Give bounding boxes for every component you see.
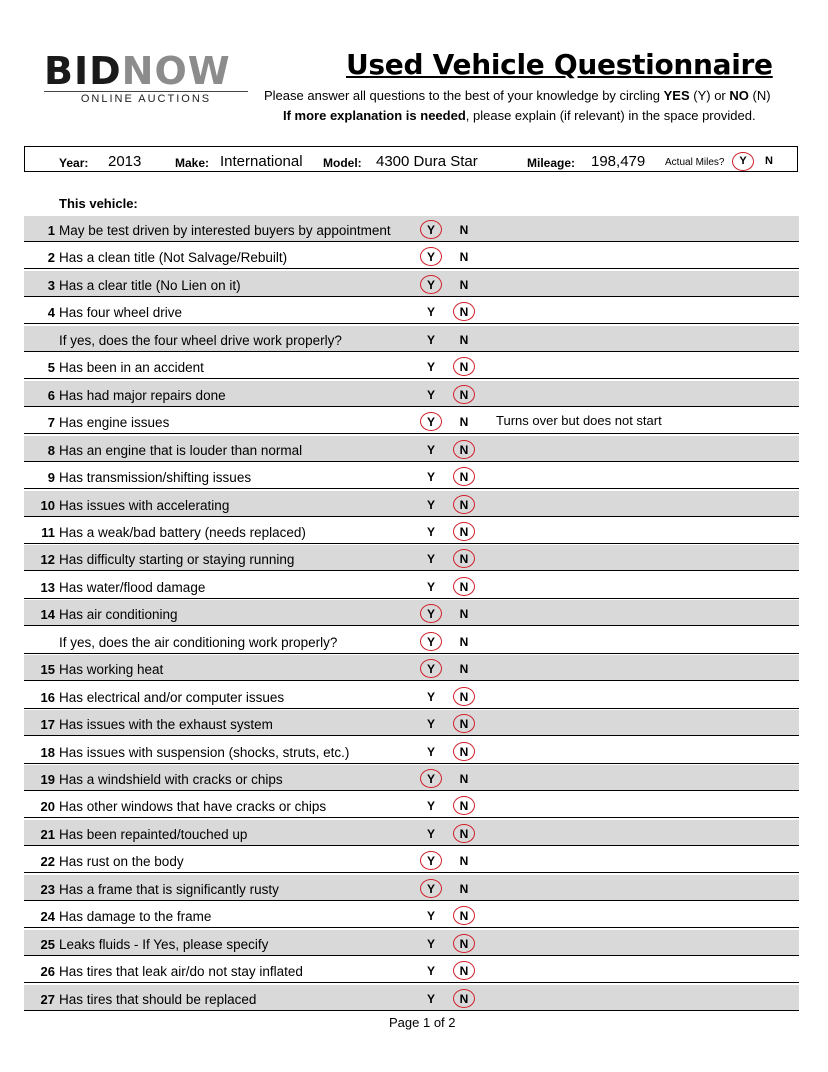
question-row xyxy=(24,518,799,544)
year-label: Year: xyxy=(59,156,89,170)
answer-yes-option[interactable]: Y xyxy=(421,223,441,237)
model-label: Model: xyxy=(323,156,362,170)
actual-miles-label: Actual Miles? xyxy=(665,157,725,168)
answer-yes-option[interactable]: Y xyxy=(426,387,435,402)
question-number: 7 xyxy=(47,415,55,431)
question-number: 5 xyxy=(47,360,55,376)
question-number: 25 xyxy=(40,936,55,952)
question-number: 4 xyxy=(47,305,55,321)
question-text: Has a frame that is significantly rusty xyxy=(59,881,279,897)
question-row xyxy=(24,600,799,626)
question-number: 2 xyxy=(47,250,55,266)
question-number: 1 xyxy=(47,223,55,238)
question-row xyxy=(24,683,799,709)
question-row xyxy=(24,655,799,681)
question-row xyxy=(24,573,799,599)
actual-miles-y[interactable]: Y xyxy=(733,155,753,167)
question-number: 15 xyxy=(40,662,55,678)
question-text: Has been repainted/touched up xyxy=(59,826,248,842)
answer-no-option[interactable]: N xyxy=(459,223,469,237)
instr-bold: If more explanation is needed xyxy=(283,108,466,123)
question-row xyxy=(24,353,799,379)
answer-no-option[interactable]: N xyxy=(459,662,469,677)
answer-yes-option[interactable]: Y xyxy=(421,607,441,621)
question-row xyxy=(24,765,799,791)
question-row xyxy=(24,408,799,434)
question-number: 23 xyxy=(40,881,55,897)
logo-tagline: ONLINE AUCTIONS xyxy=(80,93,212,105)
answer-no-option[interactable]: N xyxy=(454,580,474,594)
question-number: 9 xyxy=(47,470,55,486)
answer-no-option[interactable]: N xyxy=(454,909,474,923)
section-label: This vehicle: xyxy=(59,196,138,211)
question-text: Has engine issues xyxy=(59,415,170,431)
question-number: 24 xyxy=(40,909,55,925)
instr-no: NO xyxy=(729,88,749,103)
question-text: Has issues with the exhaust system xyxy=(59,717,273,733)
question-row xyxy=(24,902,799,928)
question-text: May be test driven by interested buyers by appointment xyxy=(59,223,391,238)
answer-yes-option[interactable]: Y xyxy=(426,909,435,924)
answer-no-option[interactable]: N xyxy=(454,360,474,374)
answer-no-option[interactable]: N xyxy=(454,388,474,402)
answer-no-option[interactable]: N xyxy=(454,443,474,457)
question-text: Has tires that leak air/do not stay inflated xyxy=(59,964,303,980)
answer-yes-option[interactable]: Y xyxy=(426,717,435,732)
question-number: 21 xyxy=(40,826,55,842)
question-number: 3 xyxy=(47,277,55,293)
instr-text: (Y) or xyxy=(689,88,730,103)
question-row xyxy=(24,326,799,352)
mileage-label: Mileage: xyxy=(527,156,576,170)
answer-no-option[interactable]: N xyxy=(459,881,469,896)
answer-yes-option[interactable]: Y xyxy=(426,826,435,841)
question-number: 22 xyxy=(40,854,55,870)
question-row xyxy=(24,463,799,489)
question-row xyxy=(24,491,799,517)
question-text: Has issues with accelerating xyxy=(59,497,230,513)
question-row xyxy=(24,710,799,736)
question-text: If yes, does the air conditioning work properly? xyxy=(59,634,338,650)
question-row xyxy=(24,930,799,956)
question-text: Has tires that should be replaced xyxy=(59,991,257,1007)
question-number: 17 xyxy=(40,717,55,733)
answer-yes-option[interactable]: Y xyxy=(421,250,441,264)
instructions-line-1 xyxy=(264,88,771,103)
answer-no-option[interactable]: N xyxy=(454,552,474,566)
answer-no-option[interactable]: N xyxy=(459,854,469,869)
answer-no-option[interactable]: N xyxy=(454,992,474,1006)
answer-yes-option[interactable]: Y xyxy=(426,442,435,457)
question-text: Has transmission/shifting issues xyxy=(59,470,252,486)
question-row xyxy=(24,957,799,983)
answer-yes-option[interactable]: Y xyxy=(426,744,435,759)
logo-bid: BID xyxy=(44,49,122,93)
question-row xyxy=(24,875,799,901)
answer-yes-option[interactable]: Y xyxy=(426,305,435,320)
answer-no-option[interactable]: N xyxy=(454,799,474,813)
logo-now: NOW xyxy=(121,49,231,93)
make-value[interactable]: International xyxy=(220,153,303,170)
year-value[interactable]: 2013 xyxy=(108,153,142,170)
question-text: Has been in an accident xyxy=(59,360,204,376)
instr-yes: YES xyxy=(663,88,690,103)
question-text: Has air conditioning xyxy=(59,607,178,623)
question-text: Has water/flood damage xyxy=(59,579,206,595)
question-row xyxy=(24,436,799,462)
question-text: Has a clean title (Not Salvage/Rebuilt) xyxy=(59,250,288,266)
question-row xyxy=(24,381,799,407)
answer-no-option[interactable]: N xyxy=(454,305,474,319)
answer-yes-option[interactable]: Y xyxy=(426,799,435,814)
vehicle-info-box xyxy=(24,146,798,172)
question-row xyxy=(24,243,799,269)
question-text: Has damage to the frame xyxy=(59,909,212,925)
answer-yes-option[interactable]: Y xyxy=(426,360,435,375)
question-row xyxy=(24,985,799,1011)
answer-yes-option[interactable]: Y xyxy=(426,332,435,347)
question-text: If yes, does the four wheel drive work properly? xyxy=(59,332,342,348)
instr-text: Please answer all questions to the best of your knowledge by circling xyxy=(264,88,664,103)
question-text: Has a windshield with cracks or chips xyxy=(59,772,283,787)
question-row xyxy=(24,628,799,654)
question-text: Has working heat xyxy=(59,662,164,678)
question-text: Has issues with suspension (shocks, struts, etc.) xyxy=(59,744,350,760)
question-number: 14 xyxy=(40,607,55,623)
mileage-value[interactable]: 198,479 xyxy=(591,153,646,170)
answer-no-option[interactable]: N xyxy=(459,332,469,347)
logo-wordmark xyxy=(44,49,248,93)
answer-no-option[interactable]: N xyxy=(459,634,469,649)
answer-yes-option[interactable]: Y xyxy=(421,882,441,896)
answer-no-option[interactable]: N xyxy=(459,250,469,265)
question-text: Has electrical and/or computer issues xyxy=(59,689,285,705)
question-row xyxy=(24,545,799,571)
answer-yes-option[interactable]: Y xyxy=(421,635,441,649)
answer-no-option[interactable]: N xyxy=(454,470,474,484)
answer-yes-option[interactable]: Y xyxy=(426,936,435,951)
answer-yes-option[interactable]: Y xyxy=(426,689,435,704)
answer-yes-option[interactable]: Y xyxy=(426,497,435,512)
question-text: Has four wheel drive xyxy=(59,305,183,321)
question-row xyxy=(24,271,799,297)
answer-yes-option[interactable]: Y xyxy=(426,470,435,485)
question-text: Has rust on the body xyxy=(59,854,184,870)
page-number: Page 1 of 2 xyxy=(389,1015,456,1030)
question-number: 20 xyxy=(40,799,55,815)
question-number: 16 xyxy=(40,689,55,705)
page-title: Used Vehicle Questionnaire xyxy=(346,48,773,81)
answer-no-option[interactable]: N xyxy=(454,937,474,951)
answer-no-option[interactable]: N xyxy=(454,717,474,731)
question-row xyxy=(24,820,799,846)
question-number: 27 xyxy=(40,991,55,1007)
question-text: Has difficulty starting or staying running xyxy=(59,552,295,568)
answer-no-option[interactable]: N xyxy=(459,277,469,292)
question-number: 10 xyxy=(40,497,55,513)
answer-yes-option[interactable]: Y xyxy=(426,552,435,567)
question-text: Has had major repairs done xyxy=(59,387,226,403)
question-text: Has a weak/bad battery (needs replaced) xyxy=(59,524,306,540)
question-text: Leaks fluids - If Yes, please specify xyxy=(59,936,269,952)
question-row xyxy=(24,216,799,242)
question-text: Has an engine that is louder than normal xyxy=(59,442,303,458)
question-row xyxy=(24,298,799,324)
answer-no-option[interactable]: N xyxy=(454,964,474,978)
answer-no-option[interactable]: N xyxy=(459,772,469,786)
answer-no-option[interactable]: N xyxy=(459,607,469,622)
question-row xyxy=(24,738,799,764)
model-value[interactable]: 4300 Dura Star xyxy=(376,153,478,170)
question-explanation[interactable]: Turns over but does not start xyxy=(496,413,662,429)
answer-yes-option[interactable]: Y xyxy=(421,854,441,868)
question-number: 26 xyxy=(40,964,55,980)
answer-no-option[interactable]: N xyxy=(454,827,474,841)
bidnow-logo xyxy=(44,49,248,105)
question-number: 6 xyxy=(47,387,55,403)
instr-text: , please explain (if relevant) in the space provided. xyxy=(465,108,756,123)
answer-no-option[interactable]: N xyxy=(454,745,474,759)
instructions-line-2 xyxy=(283,108,756,123)
answer-no-option[interactable]: N xyxy=(459,415,469,430)
question-number: 19 xyxy=(40,772,55,787)
question-text: Has a clear title (No Lien on it) xyxy=(59,277,241,293)
answer-yes-option[interactable]: Y xyxy=(421,415,441,429)
question-number: 8 xyxy=(47,442,55,458)
question-number: 11 xyxy=(41,524,55,540)
make-label: Make: xyxy=(175,156,210,170)
answer-no-option[interactable]: N xyxy=(454,498,474,512)
question-text: Has other windows that have cracks or chips xyxy=(59,799,327,815)
question-number: 13 xyxy=(40,579,55,595)
question-row xyxy=(24,847,799,873)
question-number: 12 xyxy=(40,552,55,568)
answer-yes-option[interactable]: Y xyxy=(426,991,435,1006)
actual-miles-n[interactable]: N xyxy=(765,155,773,167)
answer-yes-option[interactable]: Y xyxy=(421,278,441,292)
question-number: 18 xyxy=(40,744,55,760)
answer-no-option[interactable]: N xyxy=(454,690,474,704)
answer-yes-option[interactable]: Y xyxy=(421,662,441,676)
answer-yes-option[interactable]: Y xyxy=(426,579,435,594)
answer-yes-option[interactable]: Y xyxy=(426,964,435,979)
question-row xyxy=(24,792,799,818)
answer-no-option[interactable]: N xyxy=(454,525,474,539)
answer-yes-option[interactable]: Y xyxy=(426,524,435,539)
answer-yes-option[interactable]: Y xyxy=(421,772,441,786)
instr-text: (N) xyxy=(748,88,771,103)
